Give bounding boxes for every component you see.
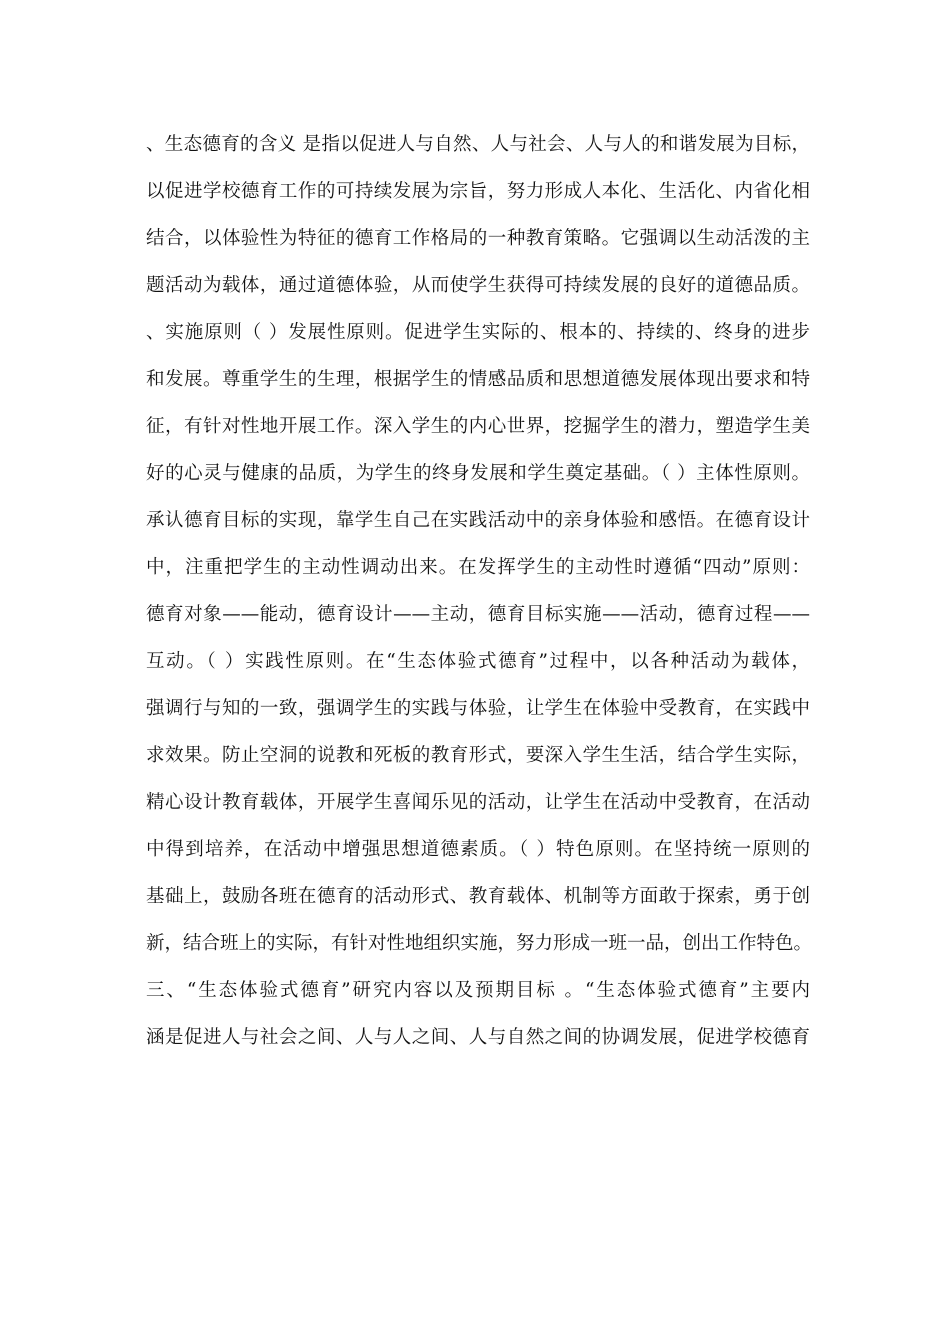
text-line: 中得到培养，在活动中增强思想道德素质。（ ）特色原则。在坚持统一原则的 — [146, 839, 810, 860]
text-line: 基础上，鼓励各班在德育的活动形式、教育载体、机制等方面敢于探索，勇于创 — [146, 886, 810, 907]
text-line: 、实施原则（ ）发展性原则。促进学生实际的、根本的、持续的、终身的进步 — [146, 322, 810, 343]
body-text — [146, 121, 813, 1061]
text-line: 精心设计教育载体，开展学生喜闻乐见的活动，让学生在活动中受教育，在活动 — [146, 792, 810, 813]
text-line: 三、“生态体验式德育”研究内容以及预期目标 。“生态体验式德育”主要内 — [146, 980, 810, 1001]
text-line: 征，有针对性地开展工作。深入学生的内心世界，挖掘学生的潜力，塑造学生美 — [146, 416, 810, 437]
text-line: 求效果。防止空洞的说教和死板的教育形式，要深入学生生活，结合学生实际， — [146, 745, 810, 766]
text-line: 德育对象——能动，德育设计——主动，德育目标实施——活动，德育过程—— — [146, 604, 810, 625]
text-line: 、生态德育的含义 是指以促进人与自然、人与社会、人与人的和谐发展为目标， — [146, 134, 810, 155]
text-line: 中，注重把学生的主动性调动出来。在发挥学生的主动性时遵循“四动”原则： — [146, 557, 810, 578]
text-line: 承认德育目标的实现，靠学生自己在实践活动中的亲身体验和感悟。在德育设计 — [146, 510, 810, 531]
text-line: 以促进学校德育工作的可持续发展为宗旨，努力形成人本化、生活化、内省化相 — [146, 181, 810, 202]
text-line: 结合，以体验性为特征的德育工作格局的一种教育策略。它强调以生动活泼的主 — [146, 228, 810, 249]
text-line: 新，结合班上的实际，有针对性地组织实施，努力形成一班一品，创出工作特色。 — [146, 933, 813, 954]
text-line: 和发展。尊重学生的生理，根据学生的情感品质和思想道德发展体现出要求和特 — [146, 369, 810, 390]
text-line: 题活动为载体，通过道德体验，从而使学生获得可持续发展的良好的道德品质。 — [146, 275, 810, 296]
text-line: 好的心灵与健康的品质，为学生的终身发展和学生奠定基础。（ ）主体性原则。 — [146, 463, 810, 484]
text-line: 互动。（ ）实践性原则。在“生态体验式德育”过程中，以各种活动为载体， — [146, 651, 810, 672]
text-line: 涵是促进人与社会之间、人与人之间、人与自然之间的协调发展，促进学校德育 — [146, 1027, 810, 1048]
text-line: 强调行与知的一致，强调学生的实践与体验，让学生在体验中受教育，在实践中 — [146, 698, 810, 719]
